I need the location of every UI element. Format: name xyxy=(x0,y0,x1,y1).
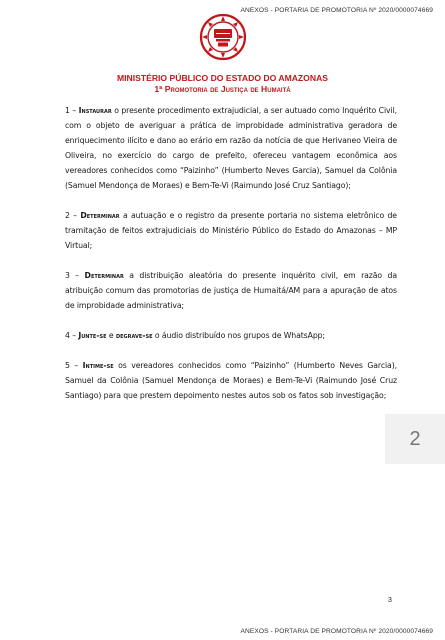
footer-annex-note: ANEXOS - PORTARIA DE PROMOTORIA Nº 2020/0000074669 xyxy=(240,628,433,635)
item-3 xyxy=(65,268,397,313)
item-connector: e xyxy=(106,331,116,340)
document-body xyxy=(65,103,397,418)
item-keyword: Determinar xyxy=(84,271,124,280)
item-number: 3 – xyxy=(65,271,80,280)
title-institution: MINISTÉRIO PÚBLICO DO ESTADO DO AMAZONAS xyxy=(116,73,329,83)
document-title xyxy=(0,73,445,95)
item-keyword: Determinar xyxy=(80,211,120,220)
item-4 xyxy=(65,328,397,343)
side-page-indicator[interactable]: 2 xyxy=(385,414,445,464)
item-5 xyxy=(65,358,397,403)
item-number: 5 – xyxy=(65,361,79,370)
item-number: 2 – xyxy=(65,211,77,220)
item-number: 1 – xyxy=(65,106,77,115)
item-text: o presente procedimento extrajudicial, a ser autuado como Inquérito Civil, com o objeto de averiguar a prática de improbidade administrativa geradora de enriquecimento ilícito e dano ao erário em razão da notícia de que Herivaneo Vieira de Oliveira, no exercício do cargo de prefeito, ofereceu vantagem econômica aos vereadores conhecidos como “Paizinho” (Humberto Neves Garcia), Samuel da Colônia (Samuel Mendonça de Moraes) e Bem-Te-Vi (Raimundo José Cruz Santiago); xyxy=(65,106,397,190)
item-text: a autuação e o registro da presente portaria no sistema eletrônico de tramitação de feitos extrajudiciais do Ministério Público do Estado do Amazonas – MP Virtual; xyxy=(65,211,397,250)
item-keyword-2: degrave-se xyxy=(115,331,153,340)
item-keyword: Instaurar xyxy=(78,106,112,115)
item-number: 4 – xyxy=(65,331,76,340)
item-keyword: Intime-se xyxy=(82,361,114,370)
header-annex-note: ANEXOS - PORTARIA DE PROMOTORIA Nº 2020/0000074669 xyxy=(240,7,433,14)
item-text: os vereadores conhecidos como “Paizinho” (Humberto Neves Garcia), Samuel da Colônia (Samuel Mendonça de Moraes) e Bem-Te-Vi (Raimundo José Cruz Santiago) para que prestem depoimento nestes autos sob os fatos sob investigação; xyxy=(65,361,397,400)
red-institutional-seal-icon xyxy=(199,13,247,61)
item-2 xyxy=(65,208,397,253)
page-number: 3 xyxy=(388,597,392,604)
item-keyword: Junte-se xyxy=(78,331,107,340)
item-1 xyxy=(65,103,397,193)
item-text: o áudio distribuído nos grupos de WhatsApp; xyxy=(152,331,325,340)
title-promotoria: 1ª Promotoria de Justiça de Humaitá xyxy=(154,84,291,94)
item-text: a distribuição aleatória do presente inquérito civil, em razão da atribuição comum das promotorias de justiça de Humaitá/AM para a apuração de atos de improbidade administrativa; xyxy=(65,271,397,310)
